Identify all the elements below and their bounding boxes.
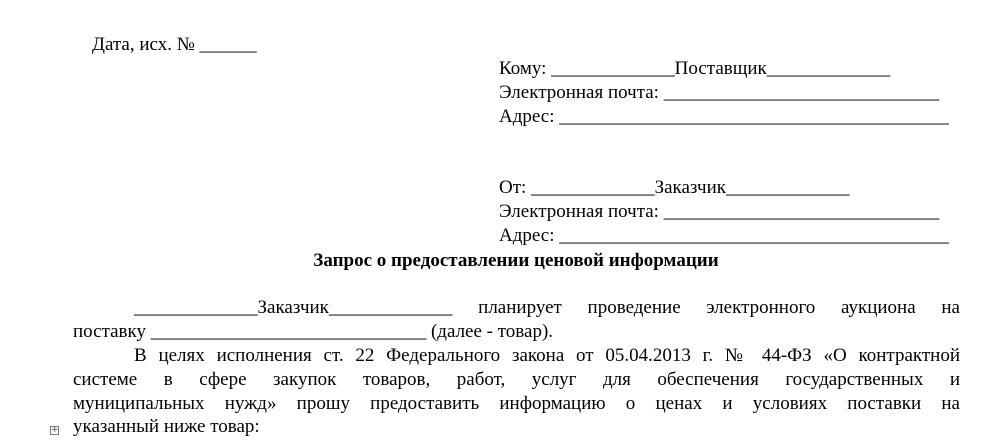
recipient-address-label: Адрес: — [499, 106, 560, 127]
sender-from-value: _____________Заказчик_____________ — [531, 177, 850, 198]
recipient-to-label: Кому: — [499, 58, 552, 79]
sender-address-label: Адрес: — [499, 225, 560, 246]
recipient-to-value: _____________Поставщик_____________ — [551, 58, 891, 79]
table-move-handle-icon[interactable]: + — [51, 425, 59, 435]
date-blank: ______ — [199, 34, 257, 55]
recipient-address-line — [480, 84, 949, 127]
document-title: Запрос о предоставлении ценовой информации — [313, 250, 719, 271]
sender-from-line — [480, 155, 850, 198]
sender-email-value: _____________________________ — [663, 201, 940, 222]
body-p2-line3: муниципальных нужд» прошу предоставить информацию о ценах и условиях поставки на — [73, 393, 960, 414]
body-p1-line2: поставку _____________________________ (далее - товар). — [73, 321, 554, 342]
sender-address-value: _________________________________________ — [559, 225, 949, 246]
date-label: Дата, исх. № — [92, 34, 200, 55]
body-p2-line4: указанный ниже товар: — [73, 416, 260, 437]
recipient-email-label: Электронная почта: — [499, 82, 664, 103]
recipient-to-line — [480, 36, 891, 79]
sender-email-label: Электронная почта: — [499, 201, 664, 222]
body-p2-line2: системе в сфере закупок товаров, работ, услуг для обеспечения государственных и — [73, 369, 960, 390]
recipient-email-line — [480, 60, 940, 103]
sender-email-line — [480, 179, 940, 222]
sender-from-label: От: — [499, 177, 532, 198]
recipient-address-value: _________________________________________ — [559, 106, 949, 127]
recipient-email-value: _____________________________ — [663, 82, 940, 103]
sender-address-line — [480, 203, 949, 246]
date-line — [73, 12, 257, 55]
body-p2-line1: В целях исполнения ст. 22 Федерального закона от 05.04.2013 г. № 44-ФЗ «О контрактной — [134, 345, 960, 366]
body-p1-line1: _____________Заказчик_____________ планирует проведение электронного аукциона на — [134, 297, 960, 318]
